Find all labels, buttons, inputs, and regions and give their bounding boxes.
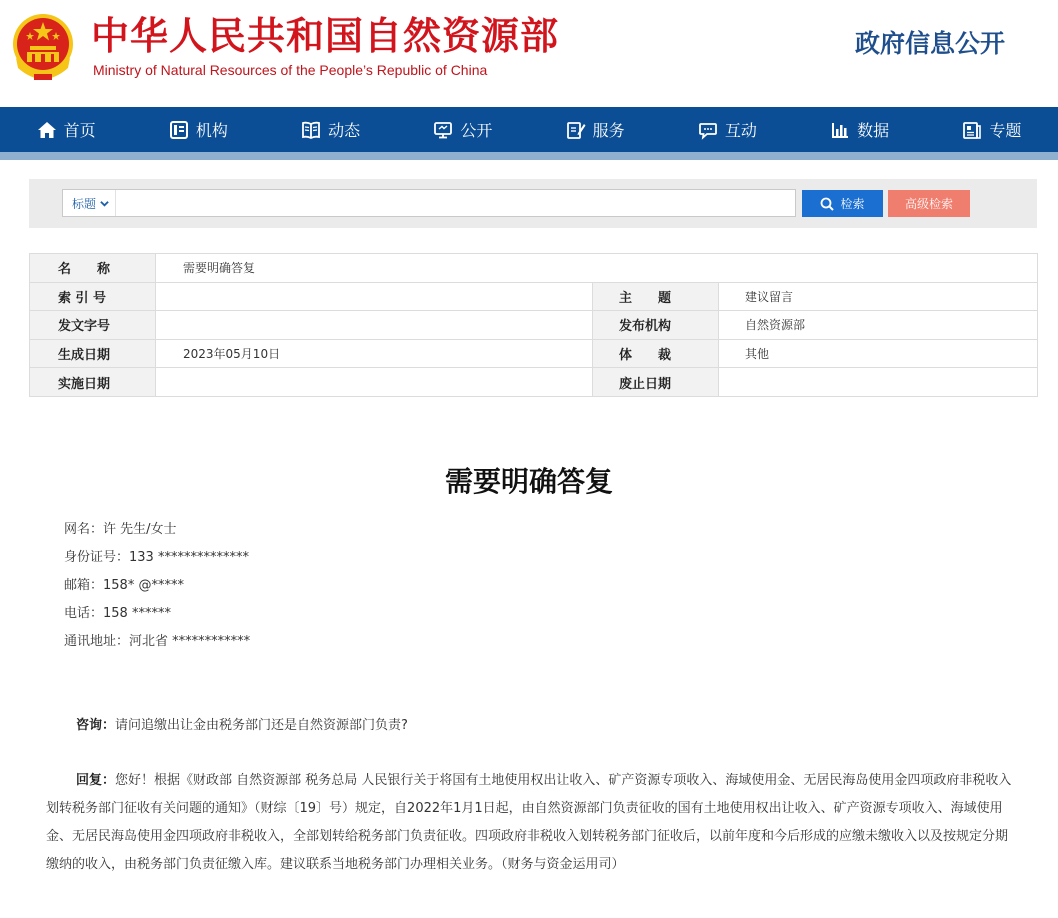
table-row <box>30 311 1038 340</box>
document-info-table <box>29 253 1038 397</box>
site-header <box>0 0 1058 107</box>
org-icon <box>169 120 189 140</box>
site-title: 中华人民共和国自然资源部 <box>91 14 560 58</box>
search-panel <box>29 179 1037 228</box>
search-box <box>62 189 796 217</box>
nav-item-topics[interactable] <box>926 107 1058 152</box>
nav-item-news[interactable] <box>265 107 397 152</box>
meta-id-number: 身份证号：133 ************** <box>64 550 249 565</box>
doc-number-label: 发文字号 <box>30 311 156 340</box>
created-date-value: 2023年05月10日 <box>156 339 593 368</box>
national-emblem-icon[interactable] <box>8 8 78 86</box>
topic-value: 建议留言 <box>719 282 1038 311</box>
meta-nickname: 网名：许 先生/女士 <box>64 522 177 537</box>
nav-item-data[interactable] <box>794 107 926 152</box>
expire-date-value <box>719 368 1038 397</box>
home-icon <box>37 120 57 140</box>
search-button-label: 检索 <box>840 197 865 211</box>
nav-item-service[interactable] <box>529 107 661 152</box>
effective-date-label: 实施日期 <box>30 368 156 397</box>
expire-date-label: 废止日期 <box>593 368 719 397</box>
genre-label: 体 裁 <box>593 339 719 368</box>
search-icon <box>820 197 834 211</box>
table-row <box>30 282 1038 311</box>
nav-item-home[interactable] <box>0 107 132 152</box>
meta-phone: 电话：158 ****** <box>64 606 171 621</box>
article-title: 需要明确答复 <box>444 465 613 498</box>
main-nav <box>0 107 1058 152</box>
name-value: 需要明确答复 <box>156 254 1038 283</box>
search-field-label: 标题 <box>72 196 97 211</box>
genre-value: 其他 <box>719 339 1038 368</box>
nav-item-org[interactable] <box>132 107 264 152</box>
nav-item-label: 专题 <box>989 121 1022 140</box>
nav-divider <box>0 152 1058 160</box>
site-subtitle-en: Ministry of Natural Resources of the People’s Republic of China <box>93 62 488 78</box>
reply-text: 您好！根据《财政部 自然资源部 税务总局 人民银行关于将国有土地使用权出让收入、矿产资源专项收入、海域使用金、无居民海岛使用金四项政府非税收入划转税务部门征收有关问题的通知》（财综〔19〕号）规定，自2022年1月1日起，由自然资源部门负责征收的国有土地使用权出让收入、矿产资源专项收入、海域使用金、无居民海岛使用金四项政府非税收入，全部划转给税务部门负责征收。四项政府非税收入划转税务部门征收后，以前年度和今后形成的应缴未缴收入以及按规定分期缴纳的收入，由税务部门负责征缴入库。建议联系当地税务部门办理相关业务。（财务与资金运用司） <box>46 773 1012 872</box>
index-value <box>156 282 593 311</box>
doc-number-value <box>156 311 593 340</box>
search-field-select[interactable] <box>63 190 116 216</box>
consult-paragraph <box>76 714 408 733</box>
consult-text: 请问追缴出让金由税务部门还是自然资源部门负责? <box>115 718 408 733</box>
meta-email: 邮箱：158* @***** <box>64 578 184 593</box>
table-row <box>30 368 1038 397</box>
table-row <box>30 339 1038 368</box>
gov-info-heading[interactable]: 政府信息公开 <box>855 29 1006 58</box>
nav-item-label: 机构 <box>195 121 228 140</box>
search-input[interactable] <box>116 190 795 216</box>
advanced-search-label: 高级检索 <box>904 197 953 211</box>
meta-address: 通讯地址：河北省 ************ <box>64 634 251 649</box>
reply-paragraph <box>46 767 1014 879</box>
bar-chart-icon <box>830 120 850 140</box>
nav-item-label: 数据 <box>857 121 890 140</box>
chevron-down-icon <box>100 199 109 208</box>
news-icon <box>962 120 982 140</box>
issuer-label: 发布机构 <box>593 311 719 340</box>
nav-item-label: 动态 <box>328 121 361 140</box>
chat-icon <box>698 120 718 140</box>
effective-date-value <box>156 368 593 397</box>
nav-item-open[interactable] <box>397 107 529 152</box>
consult-label: 咨询： <box>76 718 116 733</box>
reply-label: 回复： <box>76 773 116 788</box>
issuer-value: 自然资源部 <box>719 311 1038 340</box>
topic-label: 主 题 <box>593 282 719 311</box>
index-label: 索 引 号 <box>30 282 156 311</box>
nav-item-label: 服务 <box>592 121 625 140</box>
edit-icon <box>566 120 586 140</box>
name-label: 名 称 <box>30 254 156 283</box>
book-icon <box>301 120 321 140</box>
nav-item-interact[interactable] <box>661 107 793 152</box>
created-date-label: 生成日期 <box>30 339 156 368</box>
table-row <box>30 254 1038 283</box>
nav-item-label: 互动 <box>724 121 757 140</box>
screen-icon <box>433 120 453 140</box>
nav-item-label: 首页 <box>63 121 96 140</box>
nav-item-label: 公开 <box>460 121 493 140</box>
search-button[interactable] <box>802 190 883 217</box>
advanced-search-button[interactable] <box>888 190 970 217</box>
